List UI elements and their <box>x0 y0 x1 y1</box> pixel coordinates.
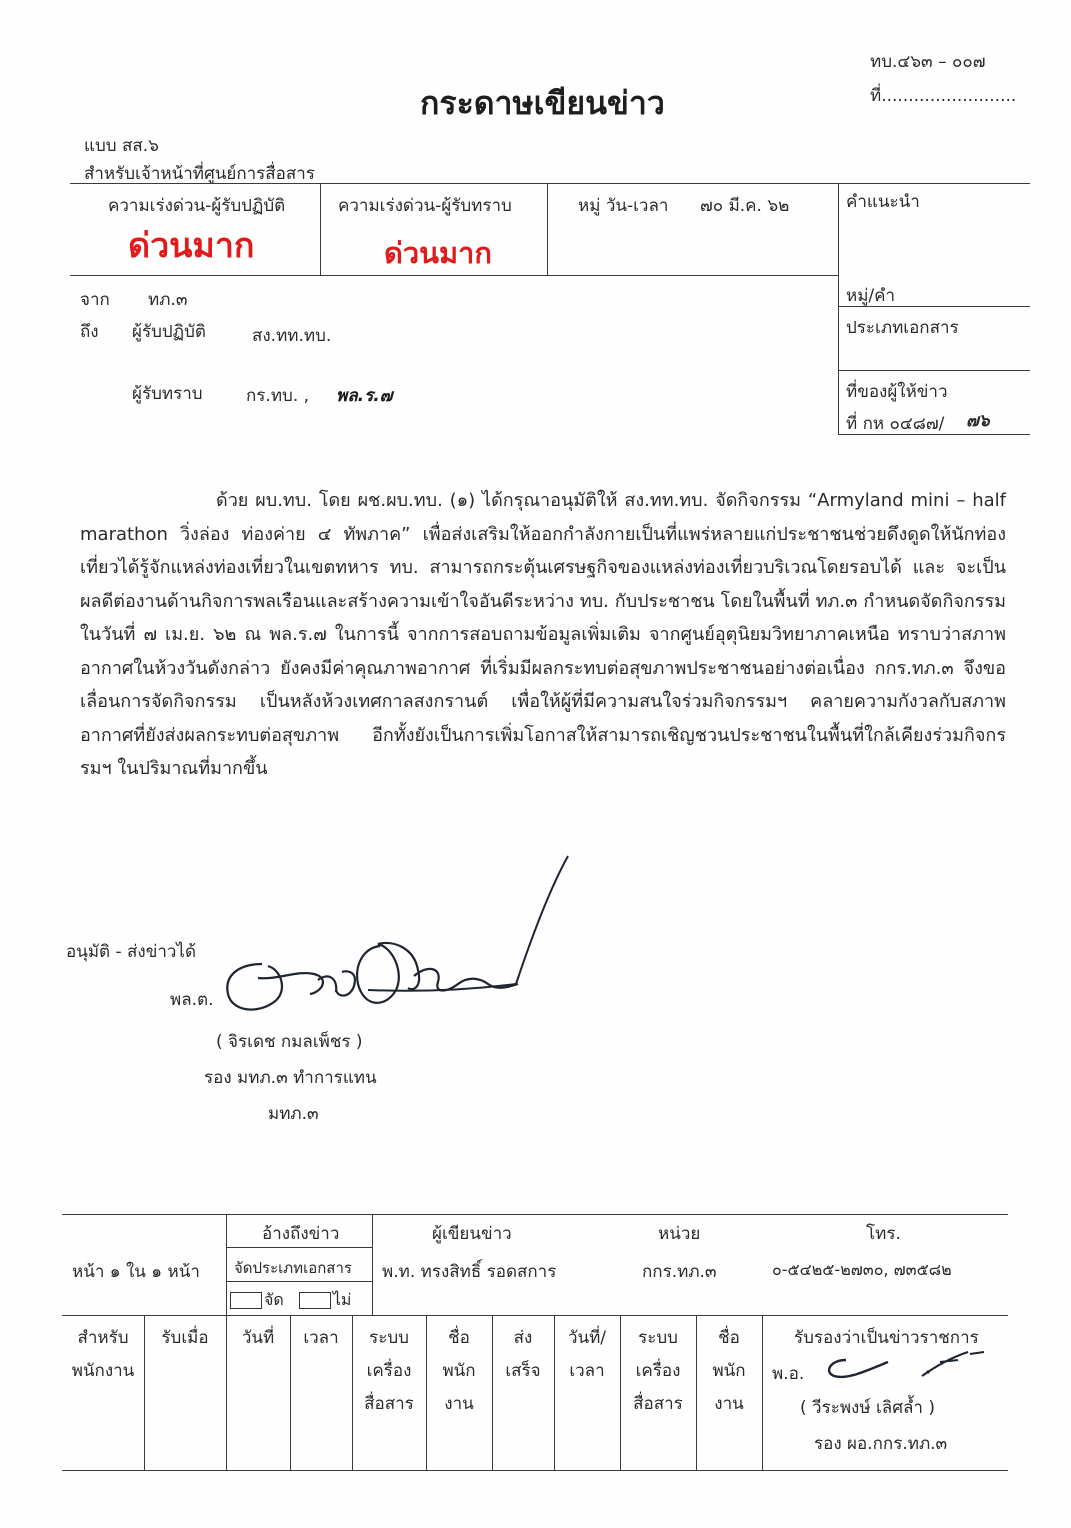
col-operator2-line3: งาน <box>714 1394 744 1414</box>
originator-ref-handwritten: ๗๖ <box>966 411 990 431</box>
rule <box>226 1247 372 1248</box>
col-sent <box>492 1322 554 1388</box>
rule <box>372 1214 373 1315</box>
from-label: จาก <box>80 290 110 310</box>
form-type: แบบ สส.๖ <box>84 136 159 156</box>
classify-yes-label: จัด <box>264 1290 284 1309</box>
action-priority-value: ด่วนมาก <box>128 226 255 266</box>
rule <box>838 183 839 434</box>
rule <box>70 183 1030 184</box>
info-priority-label: ความเร่งด่วน-ผู้รับทราบ <box>338 196 512 216</box>
col-system2-line2: เครื่อง <box>635 1361 681 1381</box>
rule <box>762 1315 763 1470</box>
rule <box>62 1315 1008 1316</box>
col-operator-2 <box>696 1322 762 1421</box>
word-group-label: หมู่/คำ <box>846 286 896 306</box>
col-system2-line3: สื่อสาร <box>633 1394 683 1414</box>
certify-signature-image <box>818 1346 998 1386</box>
rule <box>838 370 1030 371</box>
to-label: ถึง <box>80 322 99 342</box>
from-value: ทภ.๓ <box>148 290 188 310</box>
action-addressee-label: ผู้รับปฏิบัติ <box>132 322 206 342</box>
rule <box>226 1281 372 1282</box>
advice-label: คำแนะนำ <box>846 192 920 212</box>
col-for-staff-line1: สำหรับ <box>77 1328 129 1348</box>
col-sent-line2: เสร็จ <box>505 1361 541 1381</box>
col-operator-line1: ชื่อ <box>448 1328 470 1348</box>
rule <box>547 183 548 275</box>
col-system2-line1: ระบบ <box>638 1328 678 1348</box>
body-paragraph: ด้วย ผบ.ทบ. โดย ผช.ผบ.ทบ. (๑) ได้กรุณาอนุมัติให้ สง.ทท.ทบ. จัดกิจกรรม “Armyland mini – half marathon วิ่งล่อง ท่องค่าย ๔ ทัพภาค” เพื่อส่งเสริมให้ออกกำลังกายเป็นที่แพร่หลายแก่ประชาชนช่วยดึงดูดให้นักท่องเที่ยวได้รู้จักแหล่งท่องเที่ยวในเขตทหาร ทบ. สามารถกระตุ้นเศรษฐกิจของแหล่งท่องเที่ยวบริเวณโดยรอบได้ และ จะเป็นผลดีต่องานด้านกิจการพลเรือนและสร้างความเข้าใจอันดีระหว่าง ทบ. กับประชาชน โดยในพื้นที่ ทภ.๓ กำหนดจัดกิจกรรมในวันที่ ๗ เม.ย. ๖๒ ณ พล.ร.๗ ในการนี้ จากการสอบถามข้อมูลเพิ่มเติม จากศูนย์อุตุนิยมวิทยาภาคเหนือ ทราบว่าสภาพอากาศในห้วงวันดังกล่าว ยังคงมีค่าคุณภาพอากาศ ที่เริ่มมีผลกระทบต่อสุขภาพประชาชนอย่างต่อเนื่อง กกร.ทภ.๓ จึงขอเลื่อนการจัดกิจกรรม เป็นหลังห้วงเทศกาลสงกรานต์ เพื่อให้ผู้ที่มีความสนใจร่วมกิจกรรมฯ คลายความกังวลกับสภาพอากาศที่ยังส่งผลกระทบต่อสุขภาพ อีกทั้งยังเป็นการเพิ่มโอกาสให้สามารถเชิญชวนประชาชนในพื้นที่ใกล้เคียงร่วมกิจกรรมฯ ในปริมาณที่มากขึ้น <box>80 490 1007 779</box>
action-priority-label: ความเร่งด่วน-ผู้รับปฏิบัติ <box>108 196 286 216</box>
writer-value: พ.ท. ทรงสิทธิ์ รอดสการ <box>382 1262 557 1282</box>
classify-no-label: ไม่ <box>332 1290 352 1309</box>
rule <box>226 1214 227 1315</box>
col-for-staff <box>62 1322 144 1388</box>
originator-ref-value: ที่ กห ๐๔๘๗/ <box>846 414 945 434</box>
signer-rank: พล.ต. <box>170 990 214 1010</box>
col-operator2-line1: ชื่อ <box>718 1328 740 1348</box>
unit-value: กกร.ทภ.๓ <box>642 1262 717 1282</box>
certify-rank: พ.อ. <box>772 1364 805 1384</box>
col-operator <box>426 1322 492 1421</box>
classify-label: จัดประเภทเอกสาร <box>234 1259 352 1277</box>
col-datetime <box>554 1322 620 1388</box>
certify-label: รับรองว่าเป็นข่าวราชการ <box>794 1328 979 1348</box>
datetime-group-value: ๗๐ มี.ค. ๖๒ <box>700 196 790 216</box>
action-addressee-value: สง.ทท.ทบ. <box>252 326 332 346</box>
col-operator-line3: งาน <box>444 1394 474 1414</box>
rule <box>62 1214 1008 1215</box>
col-system-line2: เครื่อง <box>366 1361 412 1381</box>
form-code: ทบ.๔๖๓ – ๐๐๗ <box>870 52 986 72</box>
signature-image <box>218 852 578 1022</box>
signer-position: รอง มทภ.๓ ทำการแทน <box>204 1068 377 1088</box>
certify-name: ( วีระพงษ์ เลิศล้ำ ) <box>800 1398 935 1418</box>
page-count: หน้า ๑ ใน ๑ หน้า <box>72 1262 200 1282</box>
classify-no-checkbox[interactable] <box>299 1292 331 1309</box>
document-number: ที่......................... <box>870 86 1017 106</box>
message-body <box>80 484 1006 786</box>
col-system-line1: ระบบ <box>369 1328 409 1348</box>
info-addressee-value: กร.ทบ. , <box>246 386 310 406</box>
col-date <box>226 1322 290 1355</box>
classify-options <box>230 1288 351 1313</box>
col-time-line1: เวลา <box>303 1328 339 1348</box>
col-received <box>144 1322 226 1355</box>
info-addressee-handwritten: พล.ร.๗ <box>336 386 393 406</box>
col-sent-line1: ส่ง <box>513 1328 533 1348</box>
col-system-2 <box>620 1322 696 1421</box>
signer-name: ( จิรเดช กมลเพ็ชร ) <box>216 1032 363 1052</box>
col-time <box>290 1322 352 1355</box>
signer-position-2: มทภ.๓ <box>268 1104 319 1124</box>
col-for-staff-line2: พนักงาน <box>71 1361 135 1381</box>
rule <box>320 183 321 275</box>
col-operator-line2: พนัก <box>442 1361 476 1381</box>
col-datetime-line1: วันที่/ <box>567 1328 607 1348</box>
col-datetime-line2: เวลา <box>569 1361 605 1381</box>
col-system <box>352 1322 426 1421</box>
page-title: กระดาษเขียนข่าว <box>420 84 665 122</box>
info-addressee-label: ผู้รับทราบ <box>132 384 203 404</box>
col-date-line1: วันที่ <box>241 1328 275 1348</box>
unit-label: หน่วย <box>658 1224 701 1244</box>
info-priority-value: ด่วนมาก <box>384 236 492 270</box>
classify-yes-checkbox[interactable] <box>230 1292 262 1309</box>
approve-label: อนุมัติ - ส่งข่าวได้ <box>66 942 196 962</box>
form-note: สำหรับเจ้าหน้าที่ศูนย์การสื่อสาร <box>84 164 315 184</box>
phone-label: โทร. <box>866 1224 901 1244</box>
doc-type-label: ประเภทเอกสาร <box>846 318 959 338</box>
reference-label: อ้างถึงข่าว <box>262 1224 340 1244</box>
col-operator2-line2: พนัก <box>712 1361 746 1381</box>
col-system-line3: สื่อสาร <box>364 1394 414 1414</box>
phone-value: ๐-๕๔๒๕-๒๗๓๐, ๗๓๕๘๒ <box>772 1260 952 1279</box>
writer-label: ผู้เขียนข่าว <box>432 1224 512 1244</box>
datetime-group-label: หมู่ วัน-เวลา <box>578 196 669 216</box>
rule <box>62 1470 1008 1471</box>
certify-position: รอง ผอ.กกร.ทภ.๓ <box>814 1434 948 1454</box>
originator-ref-label: ที่ของผู้ให้ข่าว <box>846 382 948 402</box>
col-received-line1: รับเมื่อ <box>161 1328 209 1348</box>
